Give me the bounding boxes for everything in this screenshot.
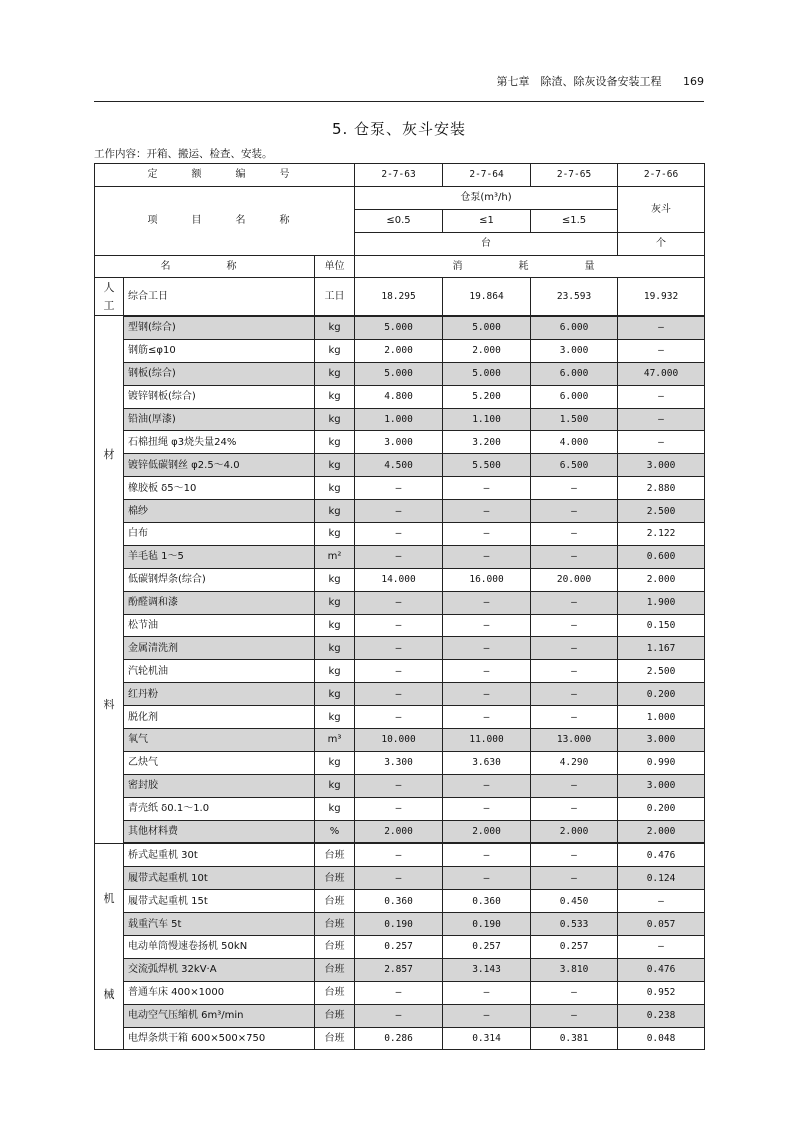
item-value: 2.000: [355, 339, 443, 362]
item-value: —: [531, 706, 618, 729]
item-name: 型钢(综合): [124, 316, 315, 339]
item-value: 3.000: [618, 728, 705, 751]
material-row: [95, 683, 705, 706]
material-row: [95, 522, 705, 545]
item-value: —: [618, 890, 705, 913]
item-value: —: [531, 843, 618, 866]
item-value: 0.360: [443, 890, 531, 913]
category-label-box: [95, 851, 123, 1043]
item-value: 19.864: [443, 278, 531, 316]
item-value: —: [618, 431, 705, 454]
item-value: 0.476: [618, 843, 705, 866]
item-value: —: [355, 867, 443, 890]
item-value: 2.000: [531, 820, 618, 843]
item-value: 1.500: [531, 408, 618, 431]
material-row: [95, 568, 705, 591]
item-unit: 台班: [315, 958, 355, 981]
item-value: 3.000: [618, 454, 705, 477]
item-value: 2.000: [443, 339, 531, 362]
item-unit: kg: [315, 454, 355, 477]
item-value: —: [355, 683, 443, 706]
item-value: —: [531, 522, 618, 545]
item-value: 14.000: [355, 568, 443, 591]
quota-code: 2-7-66: [618, 164, 705, 187]
item-value: 0.952: [618, 981, 705, 1004]
item-value: 1.000: [355, 408, 443, 431]
item-value: 2.000: [618, 820, 705, 843]
quota-code-label: 定 额 编 号: [95, 164, 355, 187]
machinery-row: [95, 890, 705, 913]
item-value: 5.000: [355, 316, 443, 339]
item-value: —: [618, 316, 705, 339]
item-name: 橡胶板 δ5～10: [124, 477, 315, 500]
item-name: 综合工日: [124, 278, 315, 316]
item-value: 6.000: [531, 316, 618, 339]
item-value: 2.000: [355, 820, 443, 843]
item-value: —: [531, 500, 618, 523]
item-unit: 台班: [315, 890, 355, 913]
item-value: 10.000: [355, 728, 443, 751]
item-value: 2.500: [618, 660, 705, 683]
item-name: 镀锌钢板(综合): [124, 385, 315, 408]
item-value: 6.500: [531, 454, 618, 477]
material-row: [95, 728, 705, 751]
material-row: [95, 614, 705, 637]
quota-code: 2-7-63: [355, 164, 443, 187]
item-value: —: [531, 591, 618, 614]
page-header: [94, 72, 704, 94]
item-name: 钢筋≤φ10: [124, 339, 315, 362]
labor-row: [95, 278, 705, 316]
item-unit: kg: [315, 408, 355, 431]
item-value: 2.880: [618, 477, 705, 500]
item-name: 其他材料费: [124, 820, 315, 843]
item-value: —: [618, 385, 705, 408]
item-name: 电动空气压缩机 6m³/min: [124, 1004, 315, 1027]
item-unit: %: [315, 820, 355, 843]
material-row: [95, 820, 705, 843]
item-value: 5.500: [443, 454, 531, 477]
silo-pump-group-label: 仓泵(m³/h): [355, 186, 618, 209]
item-unit: 台班: [315, 1027, 355, 1050]
item-value: 4.000: [531, 431, 618, 454]
size-label: ≤0.5: [355, 209, 443, 232]
item-value: —: [355, 981, 443, 1004]
item-unit: kg: [315, 522, 355, 545]
item-value: 0.190: [443, 913, 531, 936]
item-value: 47.000: [618, 362, 705, 385]
material-row: [95, 362, 705, 385]
header-rule: [94, 101, 704, 102]
machinery-row: [95, 913, 705, 936]
item-value: 0.476: [618, 958, 705, 981]
item-value: —: [355, 522, 443, 545]
item-unit: kg: [315, 316, 355, 339]
material-row: [95, 454, 705, 477]
item-value: —: [531, 774, 618, 797]
item-name: 履带式起重机 10t: [124, 867, 315, 890]
item-name: 低碳钢焊条(综合): [124, 568, 315, 591]
item-value: —: [443, 867, 531, 890]
category-char: 材: [103, 447, 115, 461]
size-label: ≤1: [443, 209, 531, 232]
item-value: 3.000: [618, 774, 705, 797]
work-content: 工作内容：开箱、搬运、检查、安装。: [94, 148, 273, 160]
item-value: 0.257: [531, 936, 618, 959]
item-unit: kg: [315, 339, 355, 362]
item-value: 2.122: [618, 522, 705, 545]
item-value: —: [443, 797, 531, 820]
item-value: —: [443, 683, 531, 706]
item-name: 交流弧焊机 32kV·A: [124, 958, 315, 981]
item-value: —: [443, 545, 531, 568]
item-name: 松节油: [124, 614, 315, 637]
machinery-row: [95, 867, 705, 890]
item-name-label: 项 目 名 称: [95, 186, 355, 255]
item-unit: kg: [315, 477, 355, 500]
item-value: 20.000: [531, 568, 618, 591]
item-value: —: [531, 477, 618, 500]
item-name: 履带式起重机 15t: [124, 890, 315, 913]
item-value: 5.000: [443, 316, 531, 339]
item-value: —: [531, 660, 618, 683]
item-value: 1.000: [618, 706, 705, 729]
item-value: —: [443, 981, 531, 1004]
category-char: 人: [103, 280, 115, 294]
item-value: 2.857: [355, 958, 443, 981]
material-row: [95, 408, 705, 431]
item-unit: kg: [315, 385, 355, 408]
item-name: 红丹粉: [124, 683, 315, 706]
item-name: 普通车床 400×1000: [124, 981, 315, 1004]
item-group-row: [95, 186, 705, 209]
item-name: 青壳纸 δ0.1～1.0: [124, 797, 315, 820]
material-row: [95, 797, 705, 820]
column-header-row: [95, 255, 705, 278]
item-value: —: [443, 706, 531, 729]
item-value: 4.800: [355, 385, 443, 408]
item-value: 3.200: [443, 431, 531, 454]
machinery-row: [95, 958, 705, 981]
item-value: —: [618, 408, 705, 431]
item-name: 氧气: [124, 728, 315, 751]
item-value: 3.630: [443, 751, 531, 774]
item-value: 0.990: [618, 751, 705, 774]
page-number: 169: [683, 75, 704, 88]
item-unit: 台班: [315, 936, 355, 959]
item-value: —: [443, 660, 531, 683]
item-value: —: [443, 637, 531, 660]
category-char: 工: [103, 298, 115, 312]
material-row: [95, 637, 705, 660]
material-row: [95, 706, 705, 729]
item-value: 11.000: [443, 728, 531, 751]
item-value: 0.150: [618, 614, 705, 637]
item-value: 5.000: [355, 362, 443, 385]
item-value: 0.257: [355, 936, 443, 959]
item-value: 16.000: [443, 568, 531, 591]
material-row: [95, 500, 705, 523]
item-value: —: [443, 477, 531, 500]
machinery-row: [95, 843, 705, 866]
item-value: —: [355, 637, 443, 660]
column-unit-header: 单位: [315, 255, 355, 278]
item-value: 1.167: [618, 637, 705, 660]
item-value: 0.360: [355, 890, 443, 913]
column-name-header: 名 称: [95, 255, 315, 278]
item-value: —: [531, 981, 618, 1004]
item-value: 5.200: [443, 385, 531, 408]
category-char: 械: [103, 987, 115, 1001]
quota-code-row: [95, 164, 705, 187]
item-unit: kg: [315, 706, 355, 729]
item-value: 3.000: [531, 339, 618, 362]
item-value: 19.932: [618, 278, 705, 316]
item-value: —: [355, 545, 443, 568]
item-name: 密封胶: [124, 774, 315, 797]
item-value: 0.286: [355, 1027, 443, 1050]
item-value: 6.000: [531, 385, 618, 408]
item-value: 0.200: [618, 797, 705, 820]
item-value: 3.810: [531, 958, 618, 981]
machinery-row: [95, 1027, 705, 1050]
item-value: —: [355, 591, 443, 614]
item-value: 6.000: [531, 362, 618, 385]
item-unit: kg: [315, 660, 355, 683]
item-name: 羊毛毡 1～5: [124, 545, 315, 568]
quota-code: 2-7-64: [443, 164, 531, 187]
material-row: [95, 385, 705, 408]
item-name: 钢板(综合): [124, 362, 315, 385]
item-unit: kg: [315, 797, 355, 820]
material-row: [95, 660, 705, 683]
item-value: 2.500: [618, 500, 705, 523]
item-value: 23.593: [531, 278, 618, 316]
item-value: —: [443, 591, 531, 614]
item-value: 5.000: [443, 362, 531, 385]
item-value: 0.381: [531, 1027, 618, 1050]
item-value: —: [355, 500, 443, 523]
chapter-title: 第七章 除渣、除灰设备安装工程: [496, 75, 662, 88]
item-value: —: [355, 614, 443, 637]
item-value: —: [355, 477, 443, 500]
item-value: 0.190: [355, 913, 443, 936]
item-unit: kg: [315, 637, 355, 660]
item-unit: kg: [315, 774, 355, 797]
item-name: 金属清洗剂: [124, 637, 315, 660]
item-unit: m²: [315, 545, 355, 568]
item-value: 0.450: [531, 890, 618, 913]
item-value: —: [443, 614, 531, 637]
material-row: [95, 339, 705, 362]
material-row: [95, 774, 705, 797]
item-name: 桥式起重机 30t: [124, 843, 315, 866]
category-char: 料: [103, 697, 115, 711]
quota-table: [94, 163, 705, 1050]
item-name: 电焊条烘干箱 600×500×750: [124, 1027, 315, 1050]
category-label-box: [95, 279, 123, 315]
item-unit: kg: [315, 431, 355, 454]
material-row: [95, 545, 705, 568]
item-name: 乙炔气: [124, 751, 315, 774]
item-name: 汽轮机油: [124, 660, 315, 683]
item-value: —: [531, 1004, 618, 1027]
category-char: 机: [103, 891, 115, 905]
category-label: [95, 316, 124, 843]
item-value: —: [531, 637, 618, 660]
item-value: —: [443, 843, 531, 866]
item-value: 0.314: [443, 1027, 531, 1050]
item-value: 13.000: [531, 728, 618, 751]
item-value: —: [355, 1004, 443, 1027]
item-name: 棉纱: [124, 500, 315, 523]
item-value: 2.000: [618, 568, 705, 591]
item-unit: kg: [315, 568, 355, 591]
material-row: [95, 591, 705, 614]
item-unit: kg: [315, 362, 355, 385]
item-value: —: [443, 522, 531, 545]
column-consumption-header: 消 耗 量: [355, 255, 705, 278]
material-row: [95, 431, 705, 454]
item-name: 石棉扭绳 φ3烧失量24%: [124, 431, 315, 454]
item-unit: 台班: [315, 981, 355, 1004]
item-value: 0.238: [618, 1004, 705, 1027]
machinery-row: [95, 1004, 705, 1027]
item-value: —: [443, 500, 531, 523]
item-unit: kg: [315, 751, 355, 774]
item-unit: m³: [315, 728, 355, 751]
item-value: —: [531, 614, 618, 637]
item-value: 3.143: [443, 958, 531, 981]
item-name: 酚醛调和漆: [124, 591, 315, 614]
item-value: 4.500: [355, 454, 443, 477]
quota-code: 2-7-65: [531, 164, 618, 187]
category-label: [95, 843, 124, 1050]
item-value: —: [443, 1004, 531, 1027]
item-value: 0.200: [618, 683, 705, 706]
item-name: 载重汽车 5t: [124, 913, 315, 936]
item-value: 1.900: [618, 591, 705, 614]
item-name: 铅油(厚漆): [124, 408, 315, 431]
material-row: [95, 316, 705, 339]
item-value: —: [618, 936, 705, 959]
item-value: 0.048: [618, 1027, 705, 1050]
item-value: —: [531, 683, 618, 706]
item-unit: 台班: [315, 1004, 355, 1027]
section-title: 5. 仓泵、灰斗安装: [331, 120, 467, 138]
item-value: 0.257: [443, 936, 531, 959]
item-value: —: [618, 339, 705, 362]
material-row: [95, 477, 705, 500]
item-name: 脱化剂: [124, 706, 315, 729]
category-label: [95, 278, 124, 316]
ash-hopper-label: 灰斗: [618, 186, 705, 232]
item-value: 4.290: [531, 751, 618, 774]
item-value: 3.300: [355, 751, 443, 774]
item-value: 0.124: [618, 867, 705, 890]
item-value: 2.000: [443, 820, 531, 843]
unit-tai: 台: [355, 232, 618, 255]
item-value: —: [531, 545, 618, 568]
item-value: —: [531, 867, 618, 890]
unit-ge: 个: [618, 232, 705, 255]
item-value: 0.600: [618, 545, 705, 568]
item-unit: 台班: [315, 867, 355, 890]
item-value: —: [531, 797, 618, 820]
item-value: —: [355, 843, 443, 866]
item-unit: 工日: [315, 278, 355, 316]
item-value: —: [355, 774, 443, 797]
item-value: 18.295: [355, 278, 443, 316]
machinery-row: [95, 981, 705, 1004]
item-value: 3.000: [355, 431, 443, 454]
item-value: 1.100: [443, 408, 531, 431]
size-label: ≤1.5: [531, 209, 618, 232]
item-name: 镀锌低碳钢丝 φ2.5～4.0: [124, 454, 315, 477]
item-value: —: [443, 774, 531, 797]
item-name: 电动单筒慢速卷扬机 50kN: [124, 936, 315, 959]
machinery-row: [95, 936, 705, 959]
item-value: —: [355, 797, 443, 820]
item-value: 0.533: [531, 913, 618, 936]
item-unit: kg: [315, 591, 355, 614]
item-unit: kg: [315, 500, 355, 523]
category-label-box: [95, 330, 123, 830]
item-unit: kg: [315, 683, 355, 706]
item-unit: 台班: [315, 843, 355, 866]
item-unit: kg: [315, 614, 355, 637]
material-row: [95, 751, 705, 774]
item-unit: 台班: [315, 913, 355, 936]
item-value: —: [355, 706, 443, 729]
item-name: 白布: [124, 522, 315, 545]
item-value: —: [355, 660, 443, 683]
item-value: 0.057: [618, 913, 705, 936]
